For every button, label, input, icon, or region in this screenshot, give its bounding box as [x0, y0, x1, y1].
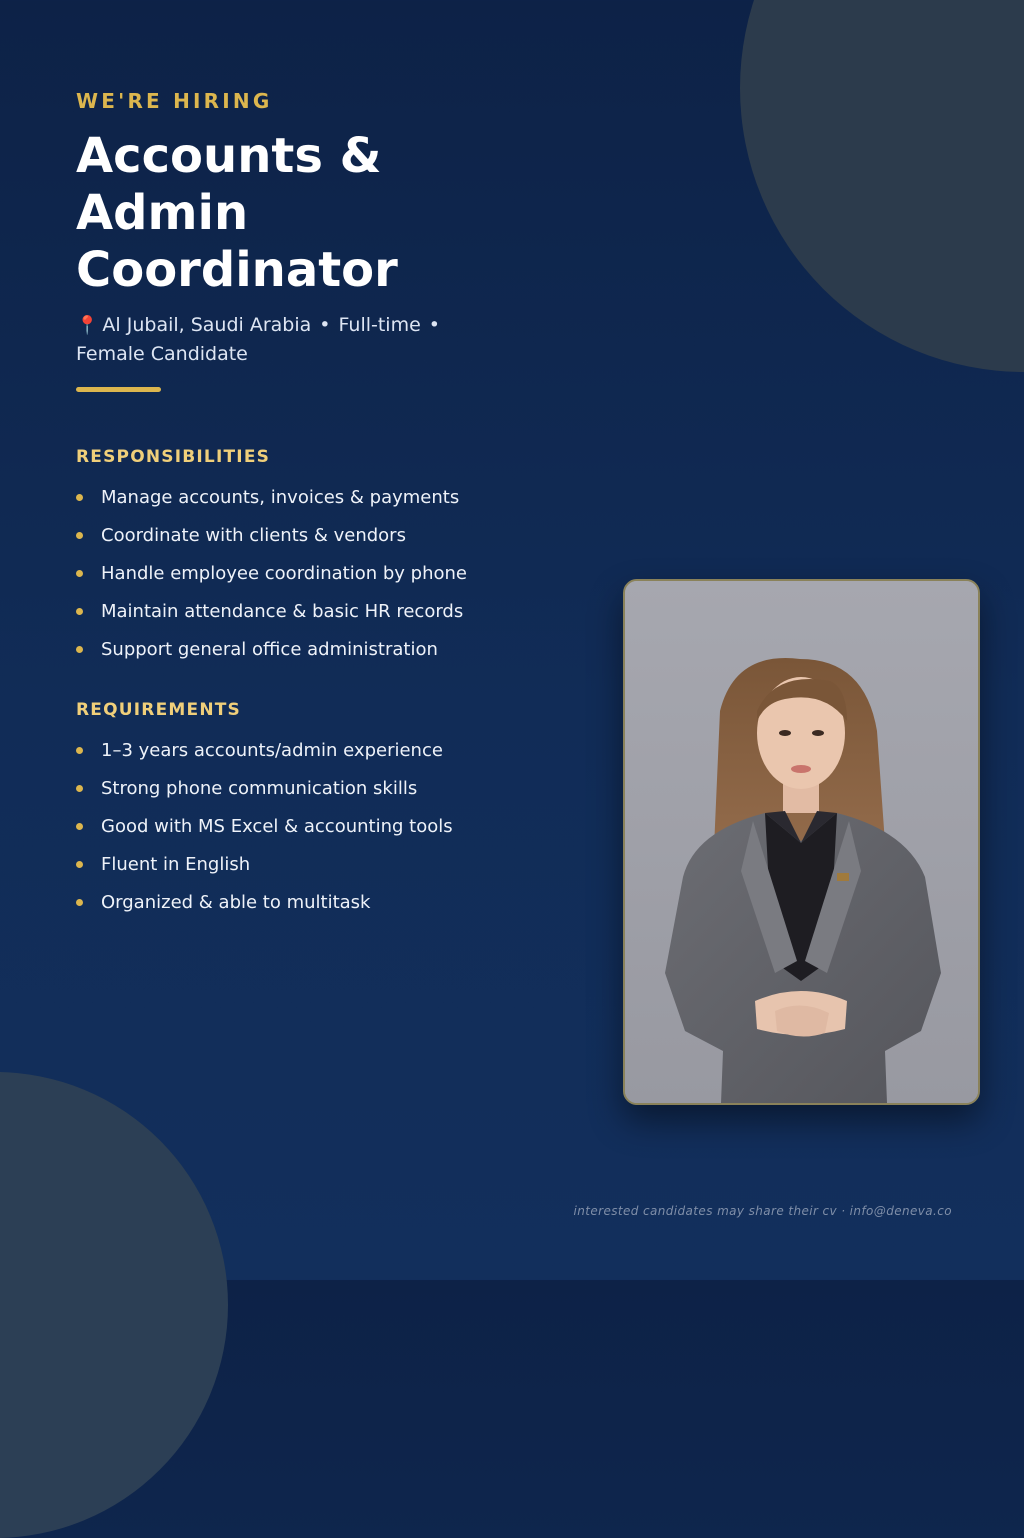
- meta-separator: •: [319, 314, 331, 336]
- list-item-text: Strong phone communication skills: [101, 778, 418, 799]
- job-location: Al Jubail, Saudi Arabia: [102, 314, 312, 336]
- list-item-text: Manage accounts, invoices & payments: [101, 487, 460, 508]
- list-item: [76, 737, 546, 775]
- bullet-icon: [76, 494, 83, 501]
- hiring-eyebrow: WE'RE HIRING: [76, 89, 273, 113]
- candidate-preference: Female Candidate: [76, 343, 248, 365]
- list-item-text: Good with MS Excel & accounting tools: [101, 816, 453, 837]
- bullet-icon: [76, 608, 83, 615]
- list-item-text: Organized & able to multitask: [101, 892, 371, 913]
- decorative-circle-bottom: [0, 1072, 228, 1538]
- responsibilities-list: [76, 484, 546, 674]
- list-item-text: Coordinate with clients & vendors: [101, 525, 406, 546]
- list-item: [76, 484, 546, 522]
- list-item: [76, 775, 546, 813]
- responsibilities-heading: RESPONSIBILITIES: [76, 447, 271, 467]
- requirements-heading: REQUIREMENTS: [76, 700, 241, 720]
- list-item-text: 1–3 years accounts/admin experience: [101, 740, 443, 761]
- bullet-icon: [76, 747, 83, 754]
- list-item-text: Handle employee coordination by phone: [101, 563, 467, 584]
- list-item: [76, 522, 546, 560]
- bullet-icon: [76, 532, 83, 539]
- bullet-icon: [76, 899, 83, 906]
- bullet-icon: [76, 785, 83, 792]
- person-illustration: [625, 581, 978, 1103]
- accent-divider: [76, 387, 161, 392]
- candidate-photo: [623, 579, 980, 1105]
- list-item: [76, 560, 546, 598]
- requirements-list: [76, 737, 546, 927]
- bullet-icon: [76, 861, 83, 868]
- job-title: Accounts & Admin Coordinator: [76, 128, 398, 298]
- list-item: [76, 813, 546, 851]
- list-item: [76, 636, 546, 674]
- meta-separator: •: [428, 314, 441, 336]
- job-type: Full-time: [338, 314, 421, 336]
- list-item-text: Maintain attendance & basic HR records: [101, 601, 464, 622]
- map-pin-icon: 📍: [76, 315, 99, 336]
- list-item-text: Fluent in English: [101, 854, 251, 875]
- bullet-icon: [76, 570, 83, 577]
- list-item-text: Support general office administration: [101, 639, 438, 660]
- job-meta: [76, 311, 506, 369]
- list-item: [76, 598, 546, 636]
- decorative-circle-top: [740, 0, 1024, 372]
- footer-contact: interested candidates may share their cv · info@deneva.co: [573, 1204, 952, 1218]
- bullet-icon: [76, 823, 83, 830]
- bullet-icon: [76, 646, 83, 653]
- list-item: [76, 851, 546, 889]
- list-item: [76, 889, 546, 927]
